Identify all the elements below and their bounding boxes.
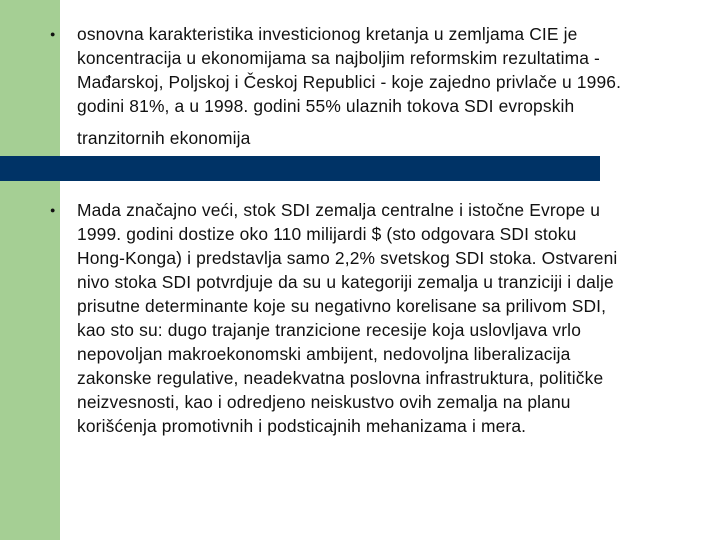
- divider-bar: [0, 156, 600, 181]
- bullet-marker: ●: [50, 205, 56, 215]
- bullet-continuation: tranzitornih ekonomija: [77, 128, 251, 148]
- bullet-text: osnovna karakteristika investicionog kretanja u zemljama CIE je koncentracija u ekonomijama sa najboljim reformskim rezultatima - Mađarskoj, Poljskoj i Českoj Republici - koje zajedno privlače u 1996. godini 81%, a u 1998. godini 55% ulaznih tokova SDI evropskih: [77, 24, 622, 116]
- bullet-marker: ●: [50, 29, 56, 39]
- bullet-text: Mada značajno veći, stok SDI zemalja centralne i istočne Evrope u 1999. godini dostize oko 110 milijardi $ (sto odgovara SDI stoku Hong-Konga) i predstavlja samo 2,2% svetskog SDI stoka. Ostvareni nivo stoka SDI potvrdjuje da su u kategoriji zemalja u tranziciji i dalje prisutne determinante koje su negativno korelisane sa prilivom SDI, kao sto su: dugo trajanje tranzicione recesije koja uslovljava vrlo nepovoljan makroekonomski ambijent, nedovoljna liberalizacija zakonske regulative, neadekvatna poslovna infrastruktura, političke neizvesnosti, kao i odredjeno neiskustvo ovih zemalja na planu korišćenja promotivnih i podsticajnih mehanizama i mera.: [77, 200, 618, 436]
